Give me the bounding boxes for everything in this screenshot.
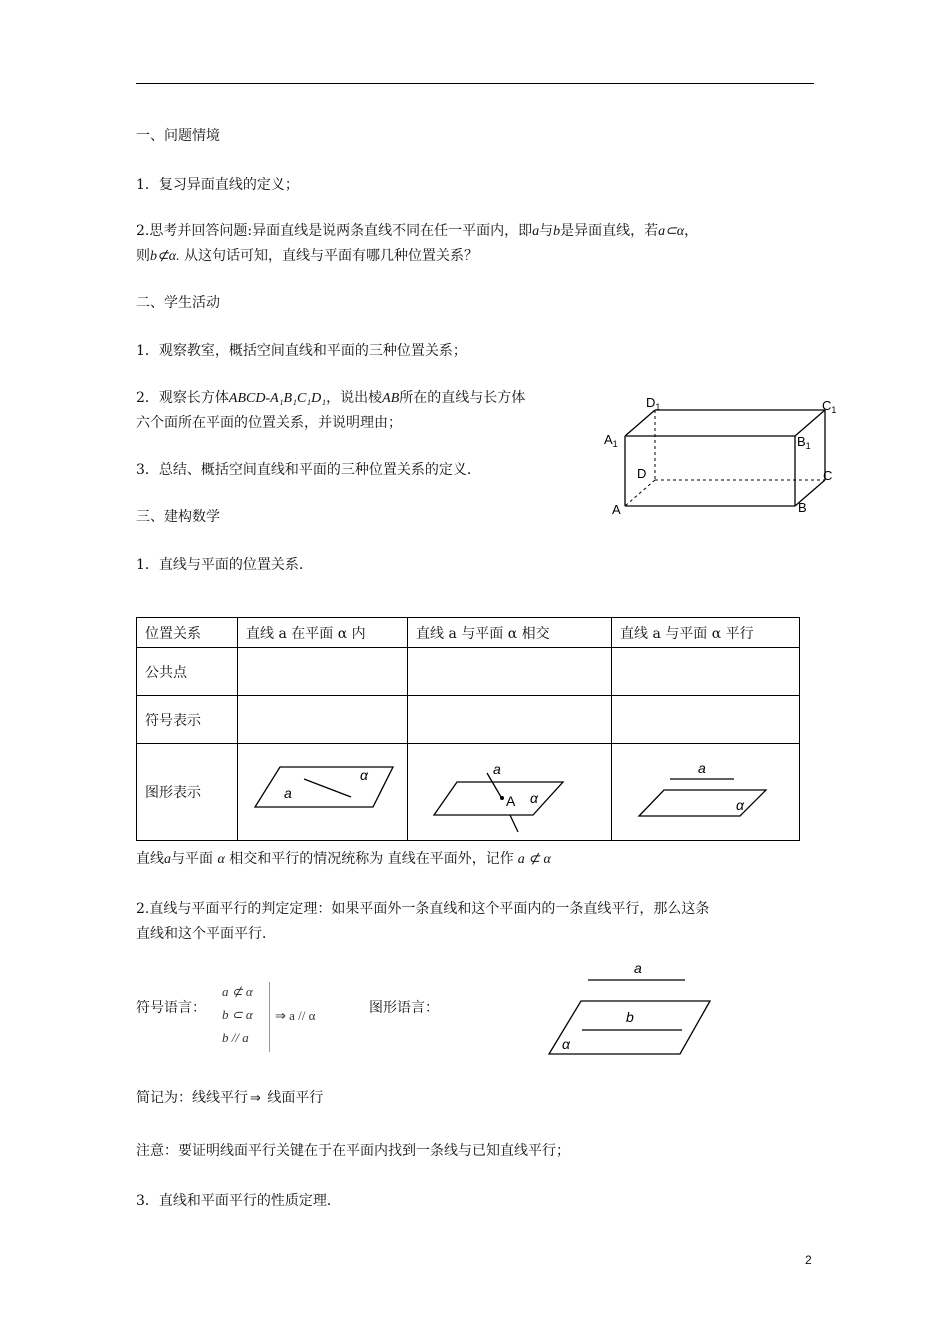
line-in-plane-figure <box>238 744 408 836</box>
figure-cell-in-plane <box>238 744 408 841</box>
var-b: b <box>553 224 561 239</box>
text-run: 从这句话可知，直线与平面有哪几种位置关系？ <box>179 248 479 264</box>
subscript: 1 <box>831 405 837 415</box>
text-run: 所在的直线与长方体 <box>399 390 526 406</box>
condition: a ⊄ α <box>222 984 253 999</box>
text-run: ，说出棱 <box>326 390 383 406</box>
conditions-group <box>222 980 270 1054</box>
section-heading-2: 二、学生活动 <box>136 295 220 311</box>
label-a: a <box>698 760 706 776</box>
empty-cell <box>238 696 408 744</box>
relation-table <box>136 617 800 841</box>
figure-cell-parallel <box>612 744 800 841</box>
summary-line <box>136 849 551 870</box>
subscript: 1 <box>655 402 661 412</box>
label-alpha: α <box>360 767 368 783</box>
text-run: ， <box>684 223 699 239</box>
condition-1: a⊂α <box>658 224 685 239</box>
row-label: 公共点 <box>137 648 238 696</box>
label-alpha: α <box>562 1036 570 1052</box>
paragraph-1-item-2-line-2 <box>136 246 478 267</box>
text-run: 则 <box>136 248 150 264</box>
table-header-cell: 直线 a 在平面 α 内 <box>238 618 408 648</box>
text-run: 简记为：线线平行 <box>136 1090 248 1106</box>
paragraph-2-item-3: 3．总结、概括空间直线和平面的三种位置关系的定义． <box>136 462 481 478</box>
row-label: 符号表示 <box>137 696 238 744</box>
section-heading-3: 三、建构数学 <box>136 509 220 525</box>
item-3: 3．直线和平面平行的性质定理． <box>136 1193 341 1209</box>
text-run: 与 <box>539 223 554 239</box>
condition-2: b⊄α. <box>150 249 180 264</box>
theorem-line-2: 直线和这个平面平行． <box>136 926 276 942</box>
label-B1 <box>797 434 811 451</box>
note: 注意：要证明线面平行关键在于在平面内找到一条线与已知直线平行； <box>136 1143 570 1159</box>
empty-cell <box>408 696 612 744</box>
symbolic-language-label: 符号语言： <box>136 1000 206 1016</box>
brace-bracket <box>265 982 270 1052</box>
var-a: a <box>532 224 540 239</box>
label-C: C <box>823 468 833 483</box>
label-point-A: A <box>506 793 516 809</box>
letter: C <box>822 398 832 413</box>
cuboid-name: ABCD-A₁B₁C₁D₁ <box>228 391 327 406</box>
label-b: b <box>626 1009 634 1025</box>
label-A1 <box>604 432 618 449</box>
theorem-line-1: 2.直线与平面平行的判定定理：如果平面外一条直线和这个平面内的一条直线平行，那么这条 <box>136 901 710 917</box>
label-A: A <box>612 502 621 517</box>
condition: b // a <box>222 1030 249 1045</box>
label-a: a <box>493 761 501 777</box>
section-heading-1: 一、问题情境 <box>136 128 220 144</box>
text-run: 与平面 <box>171 851 218 867</box>
table-header-cell: 直线 a 与平面 α 相交 <box>408 618 612 648</box>
var-a: a <box>164 852 171 867</box>
label-a: a <box>634 960 642 976</box>
paragraph-2-item-2-line-1 <box>136 388 525 409</box>
var-alpha: α <box>217 852 225 867</box>
notation: a ⊄ α <box>517 852 551 867</box>
label-D1 <box>646 395 660 412</box>
text-run: 是异面直线，若 <box>560 223 659 239</box>
text-run: 直线 <box>136 851 164 867</box>
label-D: D <box>637 466 647 481</box>
paragraph-2-item-1: 1．观察教室，概括空间直线和平面的三种位置关系； <box>136 343 467 359</box>
table-row <box>137 696 800 744</box>
text-run: 2．观察长方体 <box>136 390 229 406</box>
paragraph-3-item-1: 1．直线与平面的位置关系． <box>136 557 313 573</box>
subscript: 1 <box>805 441 811 451</box>
table-header-row <box>137 618 800 648</box>
text-run: 相交和平行的情况统称为 直线在平面外，记作 <box>224 851 514 867</box>
conclusion: ⇒ a // α <box>275 1008 316 1023</box>
graphic-language-label: 图形语言： <box>369 1000 439 1016</box>
line-parallel-plane-figure <box>612 744 800 836</box>
letter: B <box>797 434 806 449</box>
label-a: a <box>284 785 292 801</box>
empty-cell <box>238 648 408 696</box>
condition: b ⊂ α <box>222 1007 253 1022</box>
label-alpha: α <box>530 790 538 806</box>
empty-cell <box>408 648 612 696</box>
table-row <box>137 648 800 696</box>
short-form <box>136 1088 323 1108</box>
label-B: B <box>798 500 807 515</box>
text-run: 线面平行 <box>262 1090 324 1106</box>
implies-arrow: ⇒ <box>250 1090 261 1105</box>
row-label: 图形表示 <box>137 744 238 841</box>
letter: A <box>604 432 613 447</box>
page-number: 2 <box>805 1253 812 1267</box>
paragraph-2-item-2-line-2: 六个面所在平面的位置关系，并说明理由； <box>136 415 402 431</box>
figure-cell-intersect <box>408 744 612 841</box>
table-header-cell: 直线 a 与平面 α 平行 <box>612 618 800 648</box>
paragraph-1-item-1: 1．复习异面直线的定义； <box>136 177 299 193</box>
paragraph-1-item-2-line-1 <box>136 221 698 242</box>
theorem-figure <box>540 955 720 1060</box>
edge-name: AB <box>382 391 400 406</box>
empty-cell <box>612 648 800 696</box>
table-header-cell: 位置关系 <box>137 618 238 648</box>
text-run: 2.思考并回答问题:异面直线是说两条直线不同在任一平面内，即 <box>136 223 533 239</box>
label-C1 <box>822 398 836 415</box>
line-intersect-plane-figure <box>408 744 612 836</box>
cuboid-figure <box>595 390 840 520</box>
empty-cell <box>612 696 800 744</box>
table-row <box>137 744 800 841</box>
header-rule <box>136 83 814 84</box>
subscript: 1 <box>612 439 618 449</box>
label-alpha: α <box>736 797 744 813</box>
letter: D <box>646 395 656 410</box>
